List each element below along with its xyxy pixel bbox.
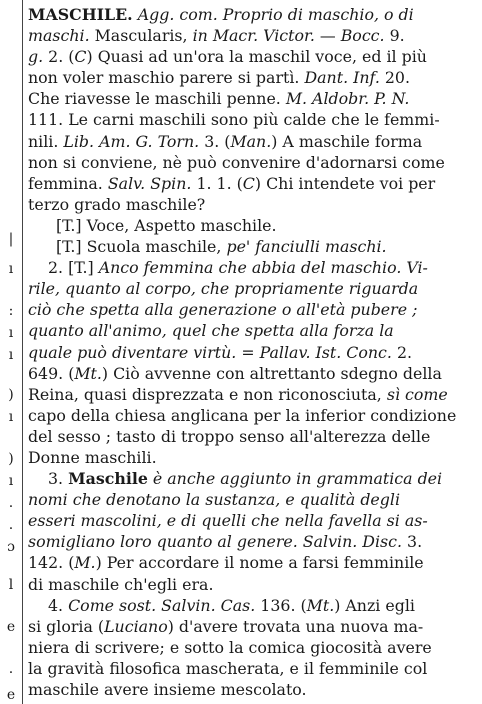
text-segment: Reina, quasi disprezzata e non riconosciuta, [28,384,387,404]
text-line [28,679,476,700]
text-line [28,637,476,658]
text-line [28,67,476,88]
text-segment: Come sost. Salvin. Cas. [68,595,256,615]
text-segment: niera di scrivere; e sotto la comica giocosità avere [28,637,432,657]
definition-4 [28,595,476,700]
text-segment: ) d'avere trovata una nuova ma- [167,616,424,636]
text-segment: 3. [48,469,69,489]
text-segment: 142. ( [28,553,75,573]
gutter-mark: ı [8,261,14,277]
text-segment: rile, quanto al corpo, che propriamente riguarda [28,279,419,299]
text-line [28,489,476,510]
text-line [28,88,476,109]
gutter-mark: ɔ [7,539,15,555]
gutter-mark: e [6,619,16,635]
text-line [28,342,476,363]
text-segment: Anco femmina che abbia del maschio. Vi- [98,258,428,278]
text-segment: 649. ( [28,363,75,383]
text-line [28,658,476,679]
text-segment: 1. 1. ( [191,173,243,193]
text-segment: Che riavesse le maschili penne. [28,89,286,109]
text-segment: nili. [28,131,64,151]
text-segment: capo della chiesa anglicana per la inferior condizione [28,405,457,425]
text-line [28,194,476,215]
text-line [28,4,476,25]
gutter-mark: : [8,303,14,319]
gutter-mark: e [6,687,16,703]
text-line [28,447,476,468]
text-line [28,384,476,405]
margin-rule [22,0,23,704]
gutter-mark: . [8,495,14,511]
text-line [28,152,476,173]
text-line [28,299,476,320]
gutter-mark: ) [8,387,14,403]
text-line [28,531,476,552]
text-segment: non voler maschio parere si partì. [28,68,305,88]
text-segment: MASCHILE. [28,5,133,24]
text-segment: Salv. Spin. [107,173,192,193]
text-segment: 2. [T.] [48,258,99,278]
text-segment: M. Aldobr. P. N. [285,89,410,109]
example-scuola: [T.] Scuola maschile, pe' fanciulli maschi. [56,237,387,257]
text-segment: 136. ( [255,595,307,615]
text-segment: g. [28,47,44,67]
text-line [28,25,476,46]
gutter-mark: | [8,231,14,247]
text-line [28,574,476,595]
text-segment: terzo grado maschile? [28,194,206,214]
text-segment: 2. ( [43,47,75,67]
text-segment: quale può diventare virtù. = Pallav. Ist. Conc. [28,342,392,362]
text-segment: in Macr. Victor. [192,26,315,46]
text-segment: Luciano [104,616,168,636]
text-line [28,595,476,616]
entry-text [28,4,476,700]
text-segment: somigliano loro quanto al genere. Salvin. Disc. [28,532,402,552]
text-segment: — [314,26,341,46]
text-line [28,363,476,384]
text-segment: 111. Le carni maschili sono più calde che le femmi- [28,110,440,130]
text-segment: ) Ciò avvenne con altrettanto sdegno della [101,363,442,383]
text-segment: Donne maschili. [28,447,157,467]
text-segment: 3. ( [199,131,231,151]
text-line [28,131,476,152]
text-segment: ) Per accordare il nome a farsi femminile [95,553,424,573]
text-segment: di maschile ch'egli era. [28,574,214,594]
gutter-mark: ı [8,473,14,489]
text-segment: 9. [384,26,405,46]
example-voce: [T.] Voce, Aspetto maschile. [56,215,277,235]
text-segment: nomi che denotano la sustanza, e qualità degli [28,490,400,510]
text-segment: si gloria ( [28,616,105,636]
text-segment: ) A maschile forma [271,131,423,151]
gutter-mark: ) [8,451,14,467]
definition-3 [28,468,476,595]
text-segment: è anche aggiunto in grammatica dei [147,469,443,489]
text-segment: Dant. Inf. [304,68,380,88]
text-segment: Lib. Am. G. Torn. [63,131,200,151]
text-segment: Man. [230,131,272,151]
text-segment: ) Chi intendete voi per [254,173,436,193]
text-segment: 3. [402,532,423,552]
text-line [28,109,476,130]
text-segment: la gravità filosofica mascherata, e il femminile col [28,658,428,678]
text-segment: del sesso ; tasto di troppo senso all'alterezza delle [28,426,431,446]
text-line [28,552,476,573]
text-segment: femmina. [28,173,108,193]
text-segment: ciò che spetta alla generazione o all'età pubere ; [28,300,418,320]
text-line [28,173,476,194]
text-segment: ) Anzi egli [334,595,415,615]
gutter-mark: . [8,517,14,533]
text-segment: Maschile [68,469,148,489]
text-line [28,510,476,531]
text-line [28,278,476,299]
text-segment: non si conviene, nè può convenire d'adornarsi come [28,152,445,172]
text-segment: maschile avere insieme mescolato. [28,680,307,699]
text-segment: quanto all'animo, quel che spetta alla forza la [28,321,394,341]
text-segment: Mt. [306,595,335,615]
definition-1 [28,4,476,215]
text-line [28,616,476,637]
gutter-mark: ı [8,325,14,341]
gutter-mark: . [8,661,14,677]
text-segment: 20. [379,68,410,88]
text-line [28,468,476,489]
text-segment: esseri mascolini, e di quelli che nella favella si as- [28,511,428,531]
definition-2 [28,257,476,468]
text-segment: maschi. [28,26,90,46]
text-segment: ) Quasi ad un'ora la maschil voce, ed il più [86,47,427,67]
text-segment: 2. [391,342,413,362]
gutter-mark: ı [8,347,14,363]
text-line [28,46,476,67]
gutter-mark: ı [8,409,14,425]
text-segment: 4. [48,595,69,615]
text-segment: Mascularis, [89,26,193,46]
text-segment: C [242,173,255,193]
text-line [28,257,476,278]
text-segment: Bocc. [340,26,385,46]
text-segment: Mt. [74,363,102,383]
text-line [28,320,476,341]
text-segment: Agg. com. Proprio di maschio, o di [137,5,414,24]
text-line [28,405,476,426]
text-segment: M. [74,553,96,573]
gutter-mark: l [8,577,14,593]
text-line [28,426,476,447]
text-segment: C [74,47,87,67]
text-segment: sì come [386,384,448,404]
